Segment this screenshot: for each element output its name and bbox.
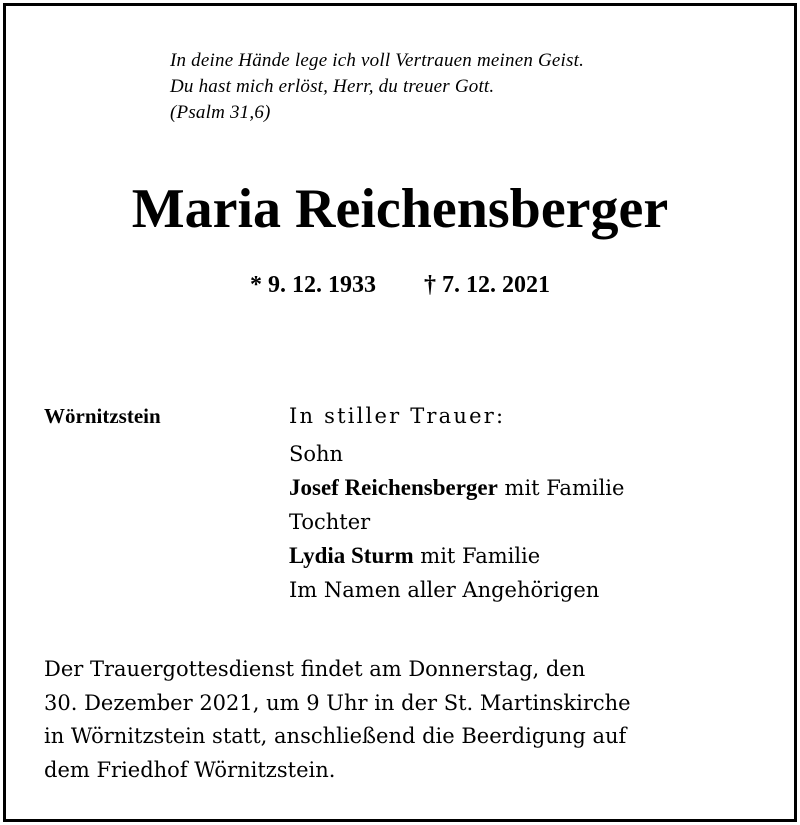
mourner-daughter [289, 539, 624, 574]
birth-date: * 9. 12. 1933 [250, 272, 376, 298]
obituary-frame [3, 3, 797, 822]
verse-line-1: In deine Hände lege ich voll Vertrauen meinen Geist. [170, 50, 585, 71]
mourners-block [289, 400, 624, 607]
funeral-notice [44, 653, 631, 787]
notice-line-2: 30. Dezember 2021, um 9 Uhr in der St. Martinskirche [44, 690, 631, 715]
son-suffix: mit Familie [497, 476, 625, 500]
place-name: Wörnitzstein [44, 404, 161, 428]
bible-verse [170, 48, 584, 126]
mourning-heading: In stiller Trauer: [289, 404, 506, 428]
relation-daughter: Tochter [289, 509, 371, 534]
daughter-name: Lydia Sturm [289, 543, 414, 568]
relation-son: Sohn [289, 441, 344, 466]
notice-line-4: dem Friedhof Wörnitzstein. [44, 757, 336, 782]
death-date: † 7. 12. 2021 [424, 272, 550, 298]
notice-line-1: Der Trauergottesdienst findet am Donnerstag, den [44, 657, 586, 681]
deceased-name: Maria Reichensberger [131, 178, 669, 240]
mourner-son [289, 471, 624, 506]
notice-line-3: in Wörnitzstein statt, anschließend die Beerdigung auf [44, 724, 627, 748]
mourners-closing: Im Namen aller Angehörigen [289, 577, 600, 602]
verse-line-2: Du hast mich erlöst, Herr, du treuer Gott. [170, 76, 495, 97]
son-name: Josef Reichensberger [289, 475, 498, 500]
life-dates [6, 270, 794, 300]
daughter-suffix: mit Familie [413, 544, 541, 568]
verse-reference: (Psalm 31,6) [170, 102, 271, 123]
